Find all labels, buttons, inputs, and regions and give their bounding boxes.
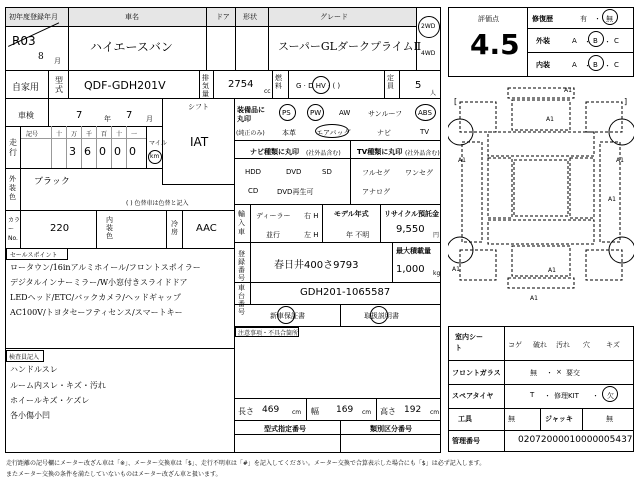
recycle-label: リサイクル預託金 — [384, 210, 440, 218]
import-label: 輸入車 — [238, 210, 245, 236]
fuel-options: G · D HV · ( ) — [296, 82, 341, 90]
ext-grade-c: C — [614, 37, 619, 45]
digit-header-1: 万 — [71, 131, 78, 138]
capacity-unit: 人 — [430, 90, 437, 97]
equip-navi: ナビ — [377, 129, 391, 137]
class-no-label: 類別区分番号 — [370, 425, 412, 433]
door-label: ドア — [216, 13, 230, 21]
length-unit: cm — [292, 409, 302, 416]
int-grade-sep2: ・ — [604, 62, 611, 70]
ext-grade-a: A — [572, 37, 577, 45]
inspector-line-0: ハンドルスレ — [10, 365, 58, 374]
aircon-label: 冷房 — [171, 220, 178, 236]
digit-header-5: 一 — [131, 131, 138, 138]
chassis-value: GDH201-1065587 — [300, 287, 391, 298]
int-grade-b: B — [593, 61, 598, 69]
first-reg-month: 8 — [38, 52, 44, 62]
car-damage-diagram — [448, 82, 634, 322]
exterior-color-label: 外装色 — [9, 175, 16, 201]
registration-label: 登録番号 — [238, 250, 245, 282]
sales-points-label: セールスポイント — [10, 252, 58, 259]
inspection-label: 車検 — [18, 111, 34, 120]
equip-abs: ABS — [418, 109, 432, 117]
equip-tv: TV — [420, 128, 430, 136]
tools-label: 工具 — [458, 415, 472, 423]
equipment-label: 装備品に丸印 — [237, 106, 265, 123]
chassis-label: 車台番号 — [238, 284, 245, 316]
jack-value: 無 — [606, 415, 613, 423]
spare-label: スペアタイヤ — [452, 392, 494, 400]
digit-header-2: 千 — [86, 131, 93, 138]
int-grade-a: A — [572, 61, 577, 69]
capacity-label: 定員 — [387, 74, 394, 90]
displacement-value: 2754 — [228, 79, 254, 90]
svg-text:[: [ — [454, 97, 458, 106]
damage-mark-6: A1 — [452, 266, 460, 273]
interior-grade-label: 内装 — [536, 61, 550, 69]
ext-grade-sep1: ・ — [584, 38, 591, 46]
shape-label: 形状 — [243, 13, 257, 21]
mileage-header-label: 記号 — [26, 131, 39, 138]
navi-hdd: HDD — [245, 168, 262, 176]
drive-2wd: 2WD — [421, 23, 436, 30]
manual: 取扱説明書 — [364, 312, 399, 320]
navi-dvd: DVD — [286, 168, 302, 176]
windshield-replace: 要交 — [566, 369, 580, 377]
footer-line-1: 走行距離の記号欄にメーター改ざん車は「※」、メーター交換車は「$」、走行不明車は「#」を記入してください。メーター交換で合算表示した場合にも「$」は必ず記入します。 — [6, 460, 486, 467]
sales-line-3: AC100V/トヨタセーフティセンス/スマートキー — [10, 308, 183, 317]
footer-line-2: またメーター交換の条件を満たしていないものはメーター改ざん車と扱います。 — [6, 471, 222, 478]
damage-mark-0: A1 — [564, 87, 572, 94]
first-reg-month-unit: 月 — [54, 57, 61, 65]
new-warranty: 新車保証書 — [270, 312, 305, 320]
length-label: 長さ — [238, 407, 254, 416]
tv-sub: (社外品含む) — [405, 150, 440, 157]
import-parallel: 並行 — [266, 231, 280, 239]
model-year-value: 年 不明 — [346, 231, 370, 239]
model-label: 型式 — [55, 76, 63, 94]
first-reg-value: R03 — [12, 34, 36, 48]
damage-mark-4: A1 — [608, 196, 616, 203]
import-dealer: ディーラー — [256, 212, 291, 220]
exterior-grade-label: 外装 — [536, 37, 550, 45]
equip-sunroof: サンルーフ — [368, 110, 403, 118]
inspection-year: 7 — [76, 110, 83, 121]
int-grade-sep1: ・ — [584, 62, 591, 70]
damage-mark-5: A1 — [548, 267, 556, 274]
inspector-line-2: ホイールキズ・ケズレ — [10, 396, 90, 405]
max-load-label: 最大積載量 — [396, 247, 431, 255]
windshield-x: × — [556, 368, 562, 376]
damage-mark-1: A1 — [546, 116, 554, 123]
inspector-line-3: 各小傷小凹 — [10, 411, 50, 420]
tv-fullseg: フルセグ — [362, 169, 390, 177]
equip-leather: 本革 — [282, 129, 296, 137]
windshield-sep: ・ — [546, 369, 553, 377]
car-name-label: 車名 — [125, 13, 139, 21]
mileage-label: 走行 — [9, 138, 17, 157]
color-no-label: カラーNo. — [8, 217, 21, 242]
spare-sep1: ・ — [544, 392, 551, 400]
notes-label: 注意事項・不具合箇所 — [238, 330, 299, 337]
spare-sep2: ・ — [592, 392, 599, 400]
mileage-digit-4: 0 — [114, 145, 121, 158]
repair-sep: ・ — [594, 15, 601, 23]
windshield-none: 無 — [530, 369, 537, 377]
equip-ps: PS — [282, 109, 291, 117]
score-label: 評価点 — [478, 15, 499, 23]
equip-aw: AW — [339, 109, 351, 117]
height-label: 高さ — [380, 407, 396, 416]
first-reg-label: 初年度登録年月 — [9, 13, 58, 21]
spare-t: T — [530, 391, 535, 399]
mileage-digit-5: 0 — [129, 145, 136, 158]
equip-airbag: エアバッグ — [316, 129, 351, 137]
inspection-year-unit: 年 — [104, 115, 111, 123]
jack-label: ジャッキ — [545, 415, 573, 423]
sales-line-2: LEDヘッド/ETC/バックカメラ/ヘッドギャップ — [10, 293, 181, 302]
recycle-value: 9,550 — [396, 224, 425, 235]
aircon-value: AAC — [196, 223, 217, 234]
svg-text:]: ] — [624, 97, 628, 106]
seat-item-0: コゲ — [508, 341, 522, 349]
height-value: 192 — [404, 405, 422, 415]
seat-label: 室内シート — [455, 333, 483, 352]
mile-label: マイル — [149, 140, 167, 147]
displacement-label: 排気量 — [202, 74, 209, 98]
navi-header: ナビ種類に丸印 — [250, 148, 299, 156]
digit-header-4: 十 — [116, 131, 123, 138]
inspector-line-1: ルーム内スレ・キズ・汚れ — [10, 381, 106, 390]
seat-item-1: 破れ — [533, 341, 547, 349]
tv-oneseg: ワンセグ — [405, 169, 433, 177]
tools-value: 無 — [508, 415, 515, 423]
navi-sd: SD — [322, 168, 332, 176]
km-label: km — [150, 153, 160, 160]
ext-grade-b: B — [593, 37, 598, 45]
seat-item-3: 穴 — [583, 341, 590, 349]
grade-label: グレード — [320, 13, 348, 21]
tv-analog: アナログ — [362, 188, 390, 196]
exterior-color-value: ブラック — [34, 177, 70, 187]
inspector-notes-label: 検査員記入 — [9, 354, 40, 361]
max-load-unit: kg — [433, 270, 441, 277]
admin-label: 管理番号 — [452, 437, 480, 445]
navi-sub: (社外品含む) — [306, 150, 341, 157]
length-value: 469 — [262, 405, 280, 415]
mileage-digit-1: 3 — [69, 145, 76, 158]
recycle-unit: 円 — [433, 232, 440, 239]
mileage-digit-3: 0 — [99, 145, 106, 158]
model-year-label: モデル年式 — [334, 210, 369, 218]
drive-4wd: 4WD — [421, 50, 436, 57]
color-no-value: 220 — [50, 223, 70, 234]
spare-missing: 欠 — [607, 392, 614, 400]
spare-kit: 修理KIT — [554, 392, 579, 400]
seat-item-2: 汚れ — [556, 341, 570, 349]
width-unit: cm — [362, 409, 372, 416]
navi-dvd-play: DVD再生可 — [277, 188, 314, 196]
digit-header-3: 百 — [101, 131, 108, 138]
model-value: QDF-GDH201V — [84, 79, 166, 92]
import-left: 左 H — [304, 231, 319, 239]
repair-label: 修復歴 — [532, 15, 553, 23]
inspection-month-unit: 月 — [146, 115, 153, 123]
interior-color-label: 内装色 — [106, 216, 113, 240]
int-grade-c: C — [614, 61, 619, 69]
inspection-month: 7 — [126, 110, 133, 121]
width-value: 169 — [336, 405, 354, 415]
navi-cd: CD — [248, 187, 259, 195]
windshield-label: フロントガラス — [452, 369, 501, 377]
repair-none: 無 — [606, 15, 613, 23]
type-no-label: 型式指定番号 — [264, 425, 306, 433]
mileage-digit-2: 6 — [84, 145, 91, 158]
damage-mark-3: A1 — [616, 157, 624, 164]
width-label: 幅 — [311, 407, 319, 416]
admin-value: 02072000010000005437 — [518, 435, 633, 445]
damage-mark-7: A1 — [530, 295, 538, 302]
exterior-color-note: ( ) 色替車は色替と記入 — [126, 200, 189, 207]
fuel-diesel-circle — [312, 76, 330, 94]
car-name-value: ハイエースバン — [90, 40, 173, 54]
registration-value: 春日井400さ9793 — [274, 260, 359, 271]
shift-value: IAT — [190, 135, 209, 149]
seat-item-4: キズ — [606, 341, 620, 349]
shift-label: シフト — [188, 103, 209, 111]
score-value: 4.5 — [470, 28, 520, 61]
tv-header: TV種類に丸印 — [357, 148, 403, 156]
height-unit: cm — [430, 409, 440, 416]
capacity-value: 5 — [415, 80, 422, 91]
import-right: 右 H — [304, 212, 319, 220]
digit-header-0: 十 — [56, 131, 63, 138]
max-load-value: 1,000 — [396, 264, 425, 275]
sales-line-0: ロータウン/16inアルミホイール/フロントスポイラー — [10, 263, 201, 272]
ext-grade-sep2: ・ — [604, 38, 611, 46]
repair-yes: 有 — [580, 15, 587, 23]
fuel-label: 燃料 — [275, 74, 282, 90]
use-type: 自家用 — [12, 83, 40, 93]
equipment-sub: (純正のみ) — [236, 130, 265, 137]
sales-line-1: デジタルインナーミラー/W小窓付きスライドドア — [10, 278, 188, 287]
cc-unit: cc — [264, 88, 271, 95]
damage-mark-2: A1 — [458, 157, 466, 164]
grade-value: スーパーGLダークプライムⅡ — [278, 40, 422, 53]
equip-pw: PW — [310, 109, 322, 117]
